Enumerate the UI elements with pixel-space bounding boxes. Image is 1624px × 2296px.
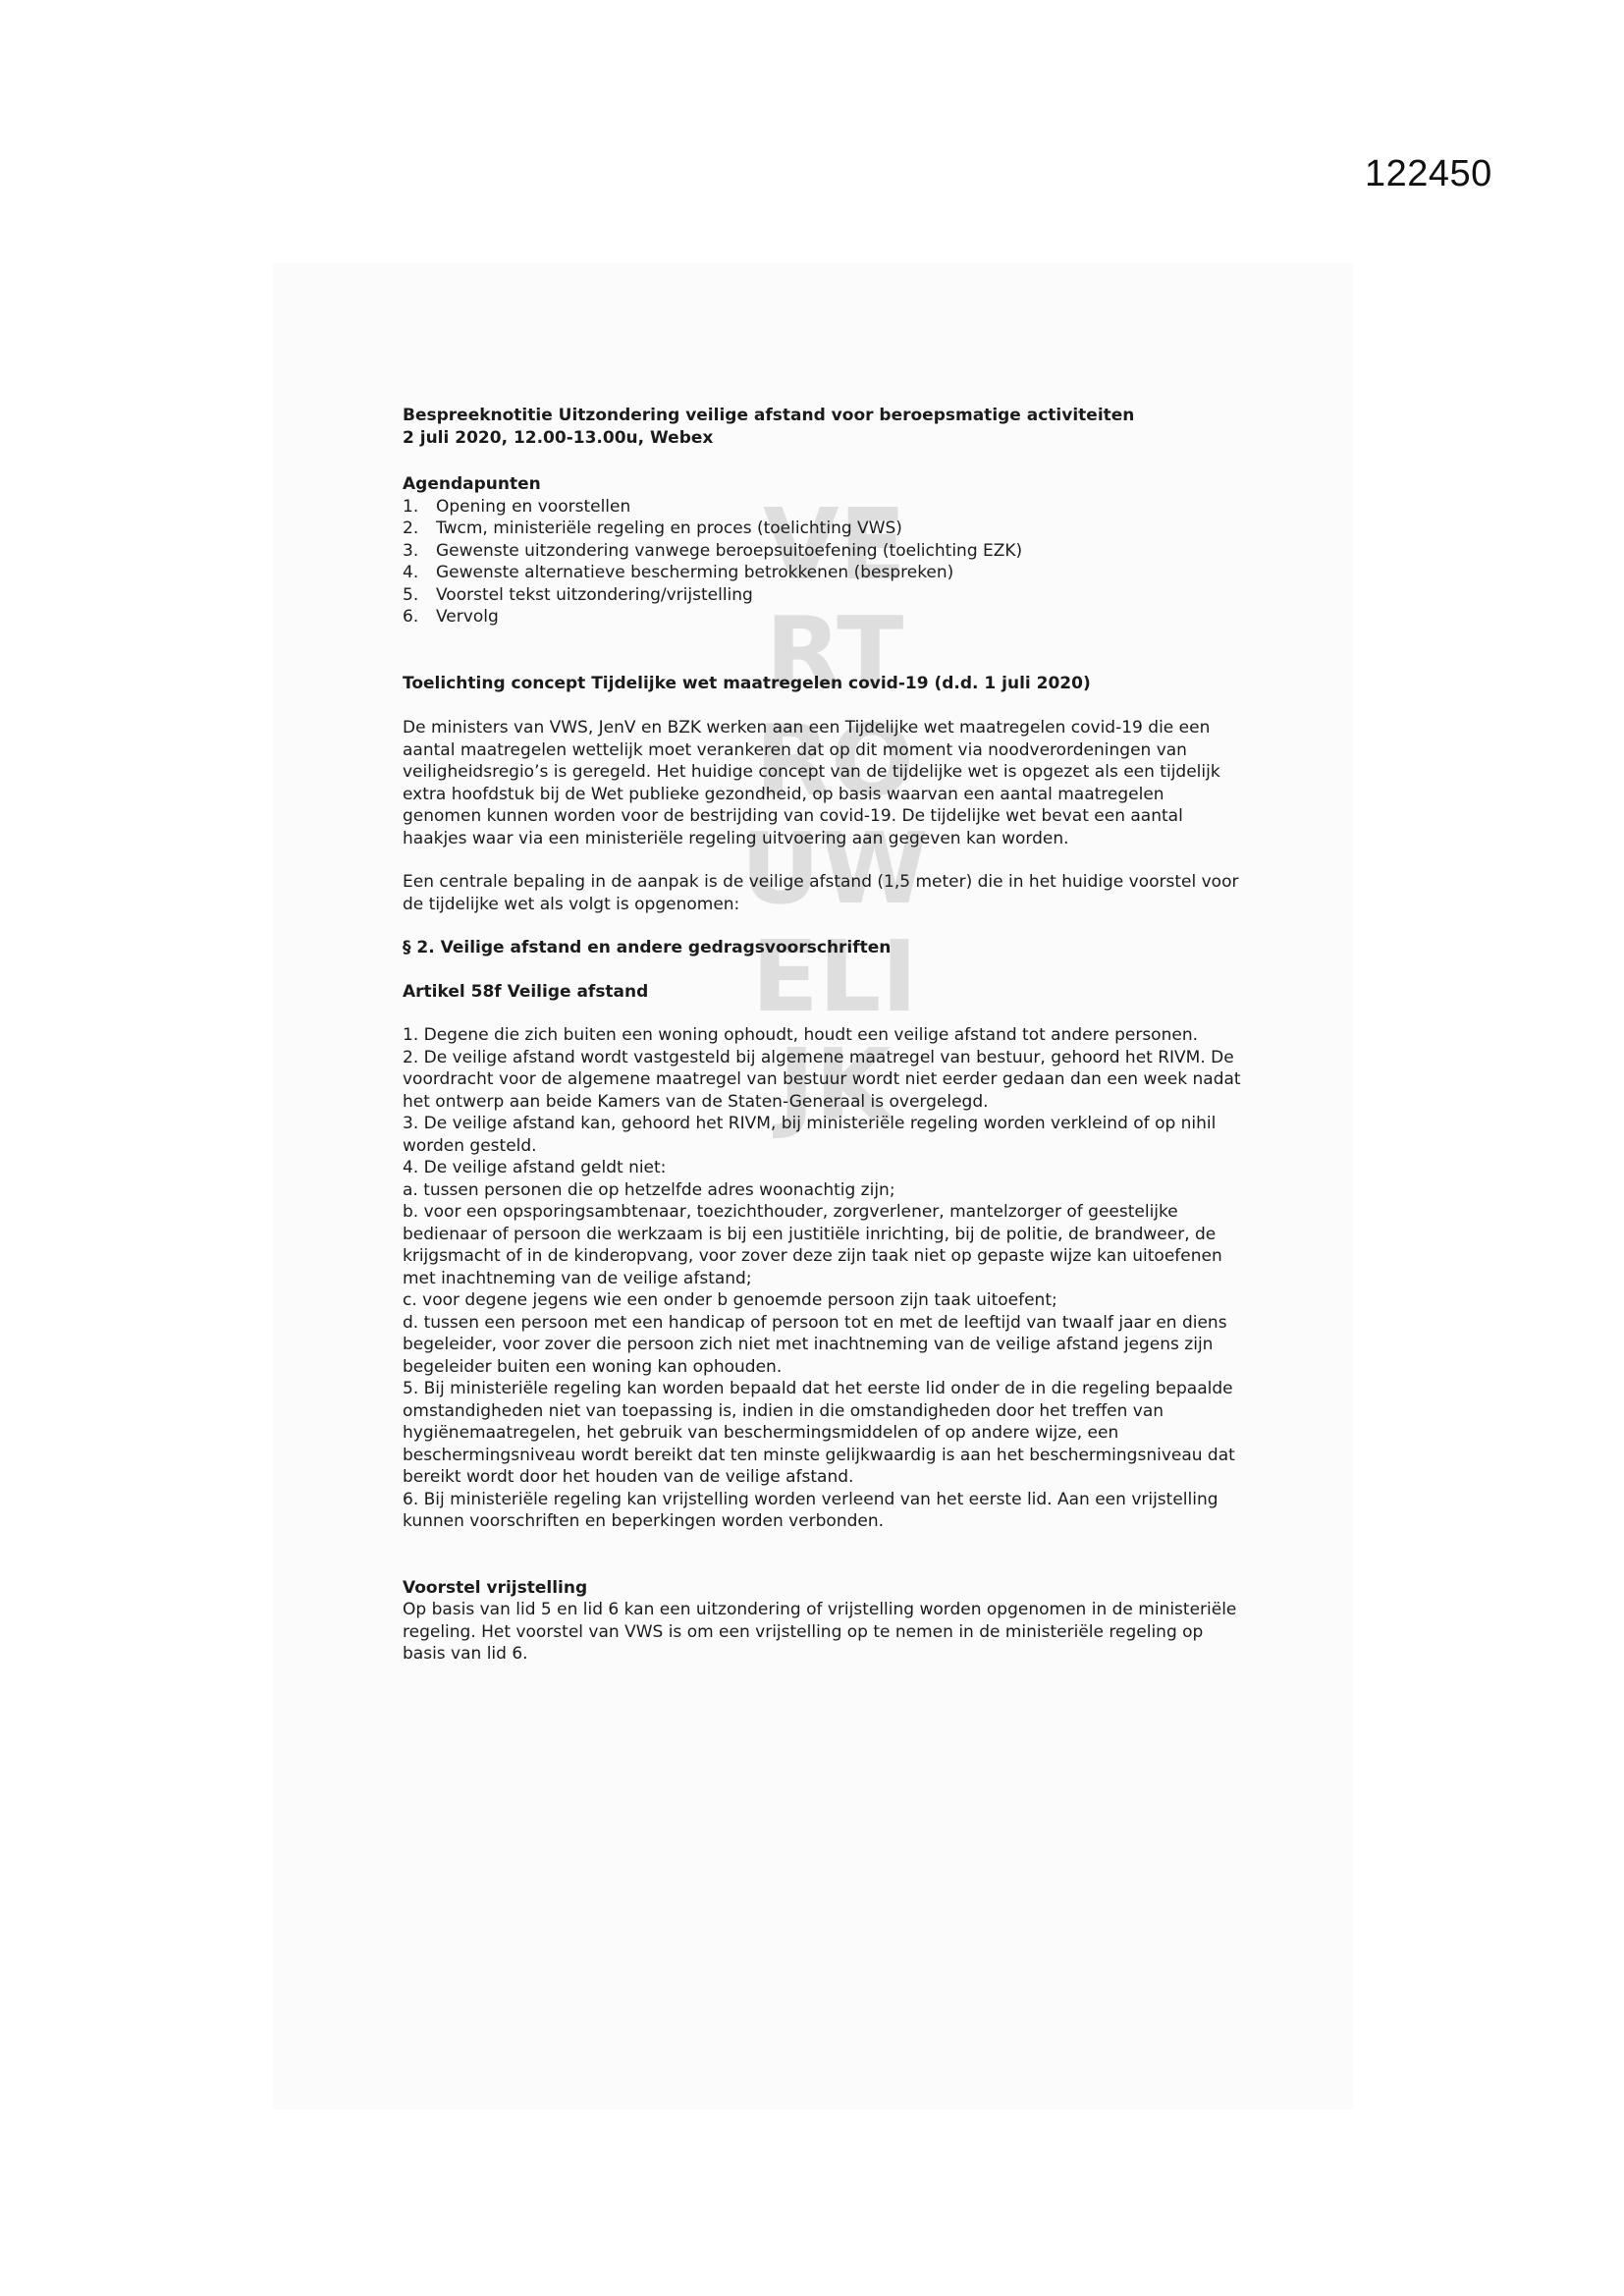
agenda-item-number: 1.	[403, 496, 419, 517]
article-heading: Artikel 58f Veilige afstand	[403, 981, 649, 1002]
article-clause: 4. De veilige afstand geldt niet:	[403, 1158, 667, 1177]
agenda-item	[403, 562, 1247, 584]
toelichting-paragraph: Een centrale bepaling in de aanpak is de veilige afstand (1,5 meter) die in het huidige voorstel voor de tijdelijke wet als volgt is opgenomen:	[403, 872, 1239, 914]
agenda-item-number: 2.	[403, 519, 419, 538]
toelichting-paragraph: De ministers van VWS, JenV en BZK werken aan een Tijdelijke wet maatregelen covid-19 die een aantal maatregelen wettelijk moet verankeren dat op dit moment via noodverordeningen van veiligheidsregio’s is geregeld. Het huidige concept van de tijdelijke wet is opgezet als een tijdelijk extra hoofdstuk bij de Wet publieke gezondheid, op basis waarvan een aantal maatregelen genomen kunnen worden voor de bestrijding van covid-19. De tijdelijke wet bevat een aantal haakjes waar via een ministeriële regeling uitvoering aan gegeven kan worden.	[403, 718, 1220, 848]
agenda-item	[403, 540, 1247, 563]
article-clause: d. tussen een persoon met een handicap of persoon tot en met de leeftijd van twaalf jaar en diens begeleider, voor zover die persoon zich niet met inachtneming van de veilige afstand jegens zijn begeleider buiten een woning kan ophouden.	[403, 1312, 1227, 1377]
article-clause: 1. Degene die zich buiten een woning ophoudt, houdt een veilige afstand tot andere personen.	[403, 1025, 1198, 1045]
toelichting-heading: Toelichting concept Tijdelijke wet maatregelen covid-19 (d.d. 1 juli 2020)	[403, 673, 1091, 693]
agenda-item-text: Voorstel tekst uitzondering/vrijstelling	[436, 584, 753, 605]
watermark-line: RT	[765, 595, 904, 710]
voorstel-heading: Voorstel vrijstelling	[403, 1577, 588, 1598]
article-clause: 5. Bij ministeriële regeling kan worden bepaald dat het eerste lid onder de in die regeling bepaalde omstandigheden niet van toepassing is, indien in die omstandigheden door het treffen van hygiënemaatregelen, het gebruik van beschermingsmiddelen of op andere wijze, een beschermingsniveau wordt bereikt dat ten minste gelijkwaardig is aan het beschermingsniveau dat bereikt wordt door het houden van de veilige afstand.	[403, 1379, 1235, 1487]
paragraph-heading: § 2. Veilige afstand en andere gedragsvoorschriften	[403, 938, 892, 957]
agenda-item-text: Twcm, ministeriële regeling en proces (toelichting VWS)	[436, 519, 902, 538]
voorstel-paragraph: Op basis van lid 5 en lid 6 kan een uitzondering of vrijstelling worden opgenomen in de ministeriële regeling. Het voorstel van VWS is om een vrijstelling op te nemen in de ministeriële regeling op basis van lid 6.	[403, 1600, 1237, 1664]
watermark-line: VE	[763, 487, 906, 602]
agenda-item-text: Vervolg	[436, 607, 499, 627]
agenda-item-number: 3.	[403, 540, 419, 561]
agenda-item-number: 4.	[403, 563, 419, 582]
article-text	[403, 1024, 1247, 1533]
watermark-line: ELI	[751, 919, 918, 1034]
article-clause: c. voor degene jegens wie een onder b genoemde persoon zijn taak uitoefent;	[403, 1290, 1057, 1310]
agenda-item-text: Gewenste alternatieve bescherming betrokkenen (bespreken)	[436, 563, 954, 582]
document-number: 122450	[1365, 153, 1492, 194]
agenda-list	[403, 496, 1247, 629]
article-clause: b. voor een opsporingsambtenaar, toezichthouder, zorgverlener, mantelzorger of geestelijke bedienaar of persoon die werkzaam is bij een justitiële inrichting, bij de politie, de brandweer, de krijgsmacht of in de kinderopvang, voor zover deze zijn taak niet op gepaste wijze kan uitoefenen met inachtneming van de veilige afstand;	[403, 1202, 1222, 1288]
agenda-item	[403, 518, 1247, 540]
agenda-item-text: Gewenste uitzondering vanwege beroepsuitoefening (toelichting EZK)	[436, 540, 1023, 561]
agenda-item-number: 5.	[403, 584, 419, 605]
article-clause: 6. Bij ministeriële regeling kan vrijstelling worden verleend van het eerste lid. Aan een vrijstelling kunnen voorschriften en beperkingen worden verbonden.	[403, 1489, 1218, 1531]
agenda-item	[403, 606, 1247, 629]
document-title: Bespreeknotitie Uitzondering veilige afstand voor beroepsmatige activiteiten	[403, 406, 1135, 425]
agenda-item-number: 6.	[403, 607, 419, 627]
article-clause: a. tussen personen die op hetzelfde adres woonachtig zijn;	[403, 1179, 895, 1200]
agenda-item	[403, 496, 1247, 519]
agenda-heading: Agendapunten	[403, 474, 541, 494]
agenda-item	[403, 584, 1247, 607]
watermark-line: JK	[778, 1027, 892, 1142]
watermark-line: UW	[740, 811, 929, 926]
document-body	[403, 405, 1247, 1666]
article-clause: 2. De veilige afstand wordt vastgesteld bij algemene maatregel van bestuur, gehoord het RIVM. De voordracht voor de algemene maatregel van bestuur wordt niet eerder gedaan dan een week nadat het ontwerp aan beide Kamers van de Staten-Generaal is overgelegd.	[403, 1047, 1241, 1112]
meeting-date-line: 2 juli 2020, 12.00-13.00u, Webex	[403, 427, 714, 448]
watermark-line: RO	[754, 703, 914, 818]
agenda-item-text: Opening en voorstellen	[436, 496, 631, 517]
article-clause: 3. De veilige afstand kan, gehoord het RIVM, bij ministeriële regeling worden verkleind of op nihil worden gesteld.	[403, 1114, 1217, 1156]
